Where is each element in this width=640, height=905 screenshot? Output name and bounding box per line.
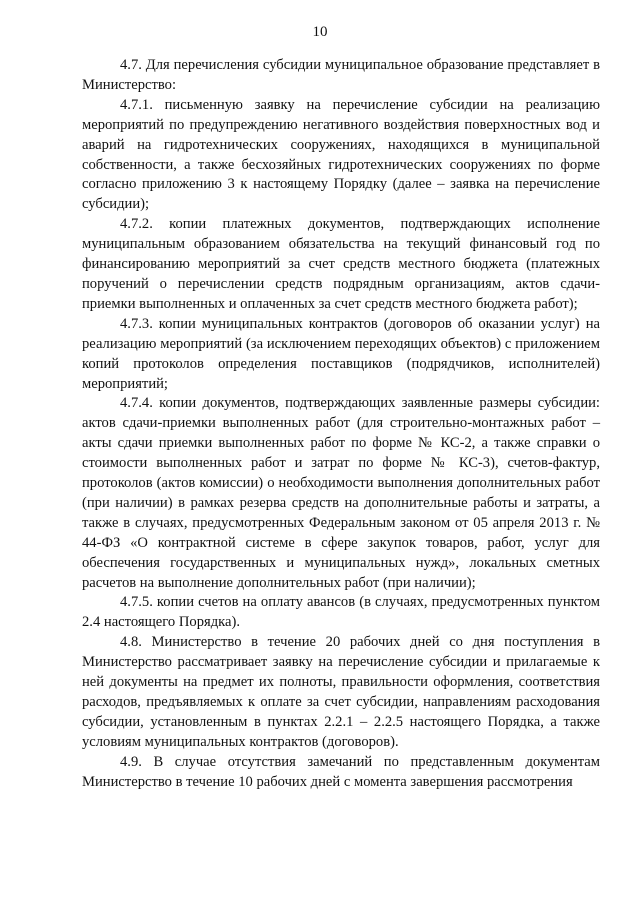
paragraph-4-8: 4.8. Министерство в течение 20 рабочих дней со дня поступления в Министерство рассматривает заявку на перечисление субсидии и прилагаемые к ней документы на предмет их полноты, правильности оформления, соответствия расходов, предъявляемых к оплате за счет субсидии, направлениям расходования субсидии, установленным в пунктах 2.2.1 – 2.2.5 настоящего Порядка, а также условиям муниципальных контрактов (договоров). [82,634,600,750]
paragraph-4-9: 4.9. В случае отсутствия замечаний по представленным документам Министерство в течение 10 рабочих дней с момента завершения рассмотрения [82,753,600,790]
paragraph-4-7-3: 4.7.3. копии муниципальных контрактов (договоров об оказании услуг) на реализацию мероприятий (за исключением переходящих объектов) с приложением копий протоколов определения поставщиков (подрядчиков, исполнителей) мероприятий; [82,315,600,392]
paragraph-4-7-5: 4.7.5. копии счетов на оплату авансов (в случаях, предусмотренных пунктом 2.4 настоящего Порядка). [82,594,600,631]
document-body [82,56,600,793]
paragraph-4-7-2: 4.7.2. копии платежных документов, подтверждающих исполнение муниципальным образованием обязательства на текущий финансовый год по финансированию мероприятий за счет средств местного бюджета (платежных поручений о перечислении средств подрядным организациям, актов сдачи-приемки выполненных и оплаченных за счет средств местного бюджета работ); [82,216,600,312]
paragraph-4-7: 4.7. Для перечисления субсидии муниципальное образование представляет в Министерство: [82,57,600,93]
page-number: 10 [312,24,328,40]
paragraph-4-7-1: 4.7.1. письменную заявку на перечисление субсидии на реализацию мероприятий по предупреждению негативного воздействия поверхностных вод и аварий на гидротехнических сооружениях, находящихся в муниципальной собственности, а также бесхозяйных гидротехнических сооружениях по форме согласно приложению 3 к настоящему Порядку (далее – заявка на перечисление субсидии); [82,96,600,213]
paragraph-4-7-4: 4.7.4. копии документов, подтверждающих заявленные размеры субсидии: актов сдачи-приемки выполненных работ (для строительно-монтажных работ – акты сдачи приемки выполненных работ по форме № КС-2, а также справки о стоимости выполненных работ и затрат по форме № КС-3), счетов-фактур, протоколов (актов комиссии) о необходимости выполнения дополнительных работ (при наличии) в рамках резерва средств на дополнительные работы и затраты, а также в случаях, предусмотренных Федеральным законом от 05 апреля 2013 г. № 44-ФЗ «О контрактной системе в сфере закупок товаров, работ, услуг для обеспечения государственных и муниципальных нужд», локальных сметных расчетов на выполнение дополнительных работ (при наличии); [82,395,600,591]
